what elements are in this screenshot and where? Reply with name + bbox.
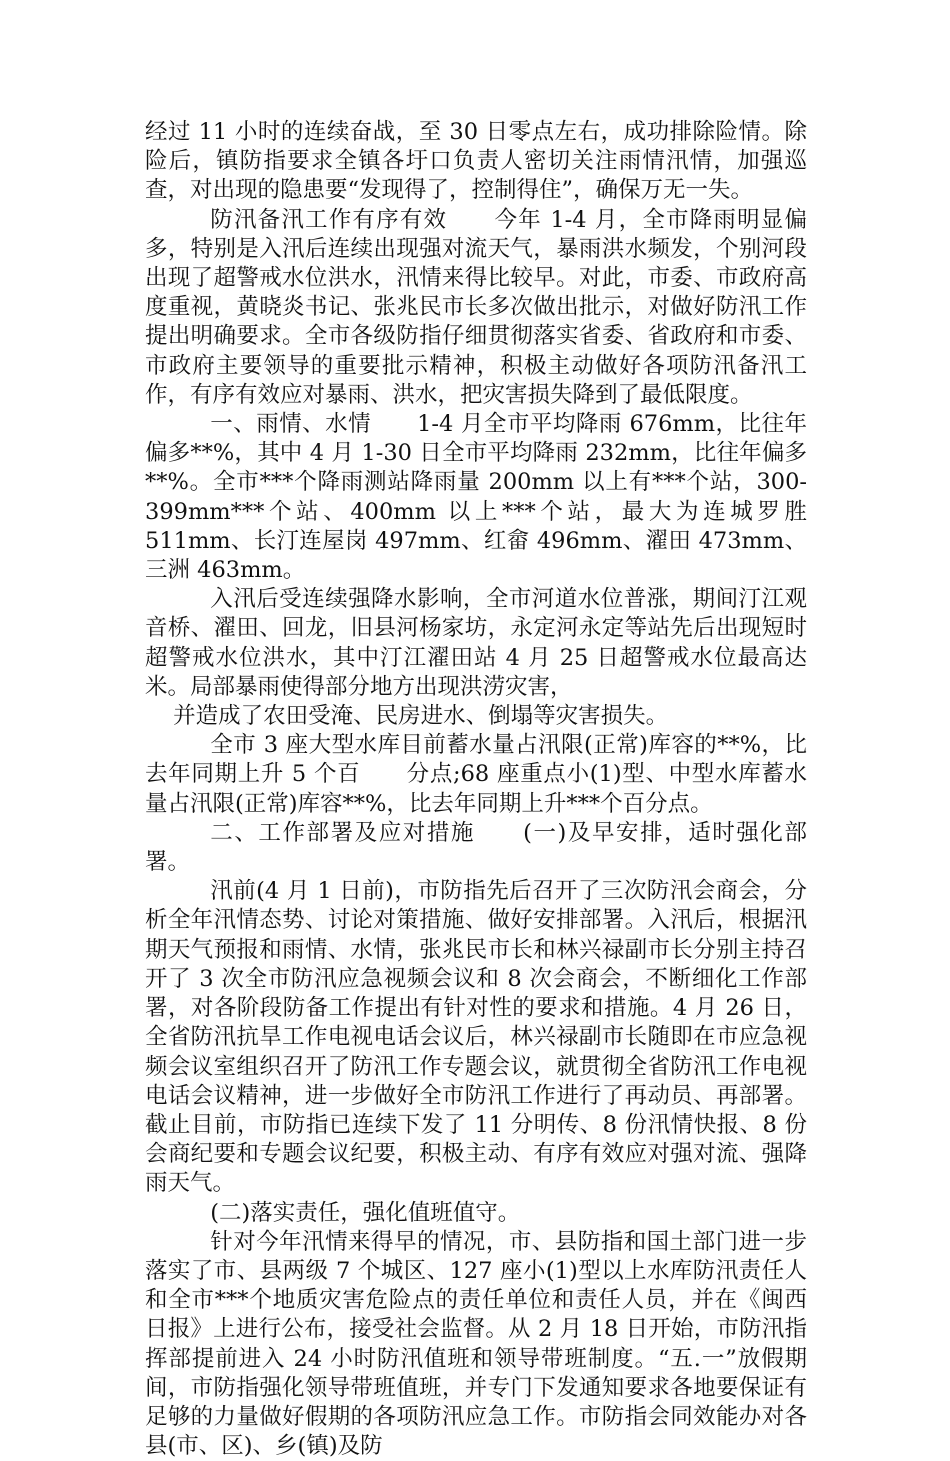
paragraph-reservoir-storage: 全市 3 座大型水库目前蓄水量占汛限(正常)库容的**%，比去年同期上升 5 个百 分点;68 座重点小(1)型、中型水库蓄水量占汛限(正常)库容**%，比去年同期上升***个百分点。: [145, 732, 807, 817]
document-body: [145, 118, 807, 1461]
paragraph-water-levels: 入汛后受连续强降水影响，全市河道水位普涨，期间汀江观音桥、濯田、回龙，旧县河杨家坊，永定河永定等站先后出现短时超警戒水位洪水，其中汀江濯田站 4 月 25 日超警戒水位最高达米。局部暴雨使得部分地方出现洪涝灾害，: [145, 586, 807, 700]
section-heading-responsibility: (二)落实责任，强化值班值守。: [210, 1199, 521, 1226]
paragraph-pre-flood-meetings: 汛前(4 月 1 日前)，市防指先后召开了三次防汛会商会，分析全年汛情态势、讨论对策措施、做好安排部署。入汛后，根据汛期天气预报和雨情、水情，张兆民市长和林兴禄副市长分别主持召开了 3 次全市防汛应急视频会议和 8 次会商会，不断细化工作部署，对各阶段防备工作提出有针对性的要求和措施。4 月 26 日，全省防汛抗旱工作电视电话会议后，林兴禄副市长随即在市应急视频会议室组织召开了防汛工作专题会议，就贯彻全省防汛工作电视电话会议精神，进一步做好全市防汛工作进行了再动员、再部署。截止目前，市防指已连续下发了 11 分明传、8 份汛情快报、8 份会商纪要和专题会议纪要，积极主动、有序有效应对强对流、强降雨天气。: [145, 878, 807, 1197]
paragraph-responsibility-duty: 针对今年汛情来得早的情况，市、县防指和国土部门进一步落实了市、县两级 7 个城区、127 座小(1)型以上水库防汛责任人和全市***个地质灾害危险点的责任单位和责任人员，并在《闽西日报》上进行公布，接受社会监督。从 2 月 18 日开始，市防汛指挥部提前进入 24 小时防汛值班和领导带班制度。“五.一”放假期间，市防指强化领导带班值班，并专门下发通知要求各地要保证有足够的力量做好假期的各项防汛应急工作。市防指会同效能办对各县(市、区)、乡(镇)及防: [145, 1228, 807, 1460]
paragraph-damage: 并造成了农田受淹、民房进水、倒塌等灾害损失。: [173, 703, 669, 730]
paragraph-continuation: 经过 11 小时的连续奋战，至 30 日零点左右，成功排除险情。除险后，镇防指要求全镇各圩口负责人密切关注雨情汛情，加强巡查，对出现的隐患要“发现得了，控制得住”，确保万无一失。: [145, 119, 807, 204]
section-heading-deployment: 二、工作部署及应对措施 (一)及早安排，适时强化部署。: [145, 819, 807, 876]
paragraph-flood-preparation: 防汛备汛工作有序有效 今年 1-4 月，全市降雨明显偏多，特别是入汛后连续出现强对流天气，暴雨洪水频发，个别河段出现了超警戒水位洪水，汛情来得比较早。对此，市委、市政府高度重视，黄晓炎书记、张兆民市长多次做出批示，对做好防汛工作提出明确要求。全市各级防指仔细贯彻落实省委、省政府和市委、市政府主要领导的重要批示精神，积极主动做好各项防汛备汛工作，有序有效应对暴雨、洪水，把灾害损失降到了最低限度。: [145, 206, 807, 408]
paragraph-rain-water-conditions: 一、雨情、水情 1-4 月全市平均降雨 676mm，比往年偏多**%，其中 4 月 1-30 日全市平均降雨 232mm，比往年偏多**%。全市***个降雨测站降雨量 200mm 以上有***个站，300-399mm***个站、400mm 以上***个站，最大为连城罗胜 511mm、长汀连屋岗 497mm、红畲 496mm、濯田 473mm、三洲 463mm。: [145, 411, 807, 584]
